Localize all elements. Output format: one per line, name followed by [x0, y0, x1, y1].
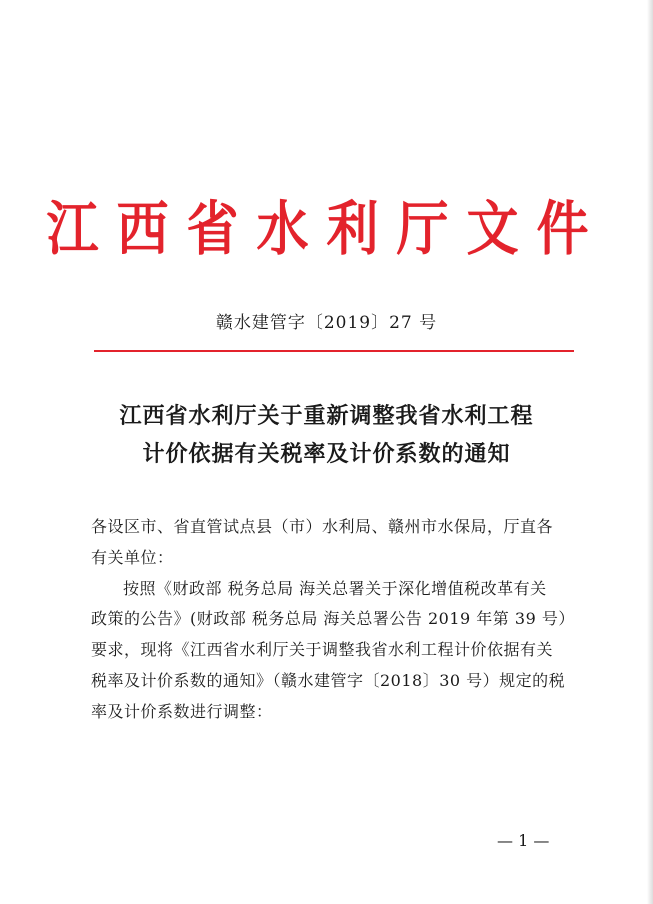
- document-title: [0, 398, 653, 474]
- red-divider: [94, 350, 574, 352]
- document-body: [91, 512, 575, 728]
- body-line: 率及计价系数进行调整：: [91, 701, 273, 721]
- document-number: 赣水建管字〔2019〕27 号: [215, 313, 438, 333]
- body-line: 按照《财政部 税务总局 海关总署关于深化增值税改革有关: [123, 578, 547, 598]
- title-line-2: 计价依据有关税率及计价系数的通知: [142, 442, 511, 467]
- title-line-1: 江西省水利厅关于重新调整我省水利工程: [119, 404, 534, 429]
- page-number: — 1 —: [497, 831, 550, 850]
- body-line: 有关单位：: [91, 547, 174, 567]
- body-line: 各设区市、省直管试点县（市）水利局、赣州市水保局，厅直各: [91, 517, 554, 536]
- body-line: 政策的公告》(财政部 税务总局 海关总署公告 2019 年第 39 号）: [91, 609, 575, 629]
- body-line: 要求，现将《江西省水利厅关于调整我省水利工程计价依据有关: [91, 640, 554, 660]
- document-masthead: 江西省水利厅文件: [46, 196, 607, 264]
- body-line: 税率及计价系数的通知》（赣水建管字〔2018〕30 号）规定的税: [91, 670, 566, 690]
